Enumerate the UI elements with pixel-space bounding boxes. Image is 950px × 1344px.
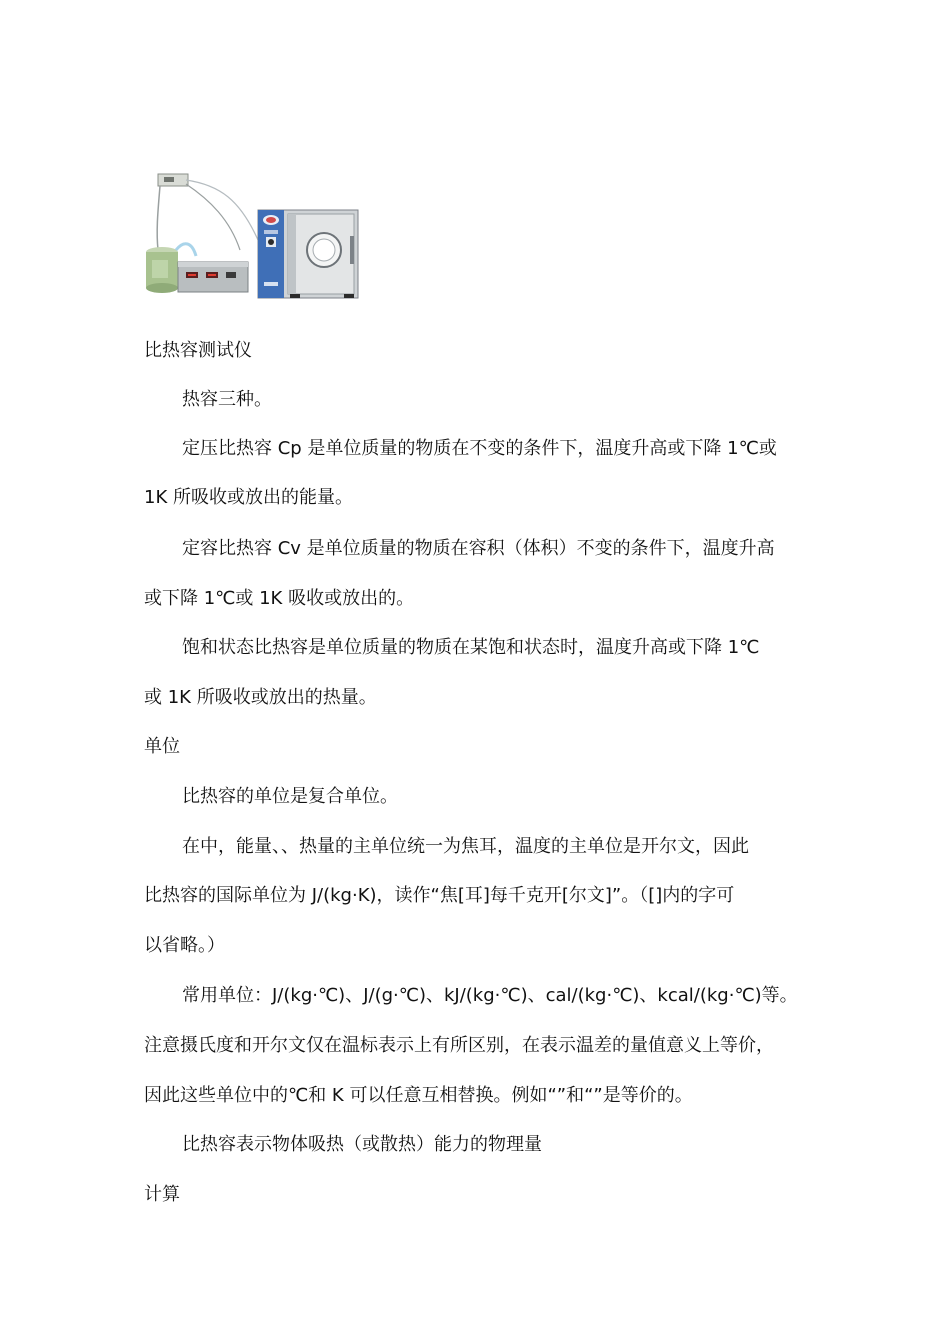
- apparatus-photo: [140, 170, 362, 302]
- paragraph-line: 比热容的国际单位为 J/(kg·K)，读作“焦[耳]每千克开[尔文]”。（[]内的字可: [144, 885, 735, 906]
- paragraph-line: 热容三种。: [182, 389, 272, 410]
- paragraph-line: 或 1K 所吸收或放出的热量。: [144, 687, 377, 708]
- paragraph-line: 定压比热容 Cp 是单位质量的物质在不变的条件下，温度升高或下降 1℃或: [182, 438, 777, 459]
- paragraph-line: 以省略。）: [144, 935, 225, 956]
- paragraph-line: 因此这些单位中的℃和 K 可以任意互相替换。例如“”和“”是等价的。: [144, 1085, 693, 1106]
- paragraph-line: 常用单位：J/(kg·℃)、J/(g·℃)、kJ/(kg·℃)、cal/(kg·℃)、kcal/(kg·℃)等。: [182, 985, 798, 1006]
- figure-caption: 比热容测试仪: [144, 340, 252, 361]
- paragraph-line: 在中，能量、、热量的主单位统一为焦耳，温度的主单位是开尔文，因此: [182, 836, 749, 857]
- paragraph-line: 1K 所吸收或放出的能量。: [144, 487, 353, 508]
- paragraph-line: 或下降 1℃或 1K 吸收或放出的。: [144, 588, 415, 609]
- section-heading-calculation: 计算: [144, 1184, 180, 1205]
- paragraph-line: 定容比热容 Cv 是单位质量的物质在容积（体积）不变的条件下，温度升高: [182, 538, 775, 559]
- paragraph-line: 比热容表示物体吸热（或散热）能力的物理量: [182, 1134, 542, 1155]
- paragraph-line: 注意摄氏度和开尔文仅在温标表示上有所区别，在表示温差的量值意义上等价，: [144, 1035, 774, 1056]
- section-heading-unit: 单位: [144, 736, 180, 757]
- paragraph-line: 饱和状态比热容是单位质量的物质在某饱和状态时，温度升高或下降 1℃: [182, 637, 760, 658]
- paragraph-line: 比热容的单位是复合单位。: [182, 786, 398, 807]
